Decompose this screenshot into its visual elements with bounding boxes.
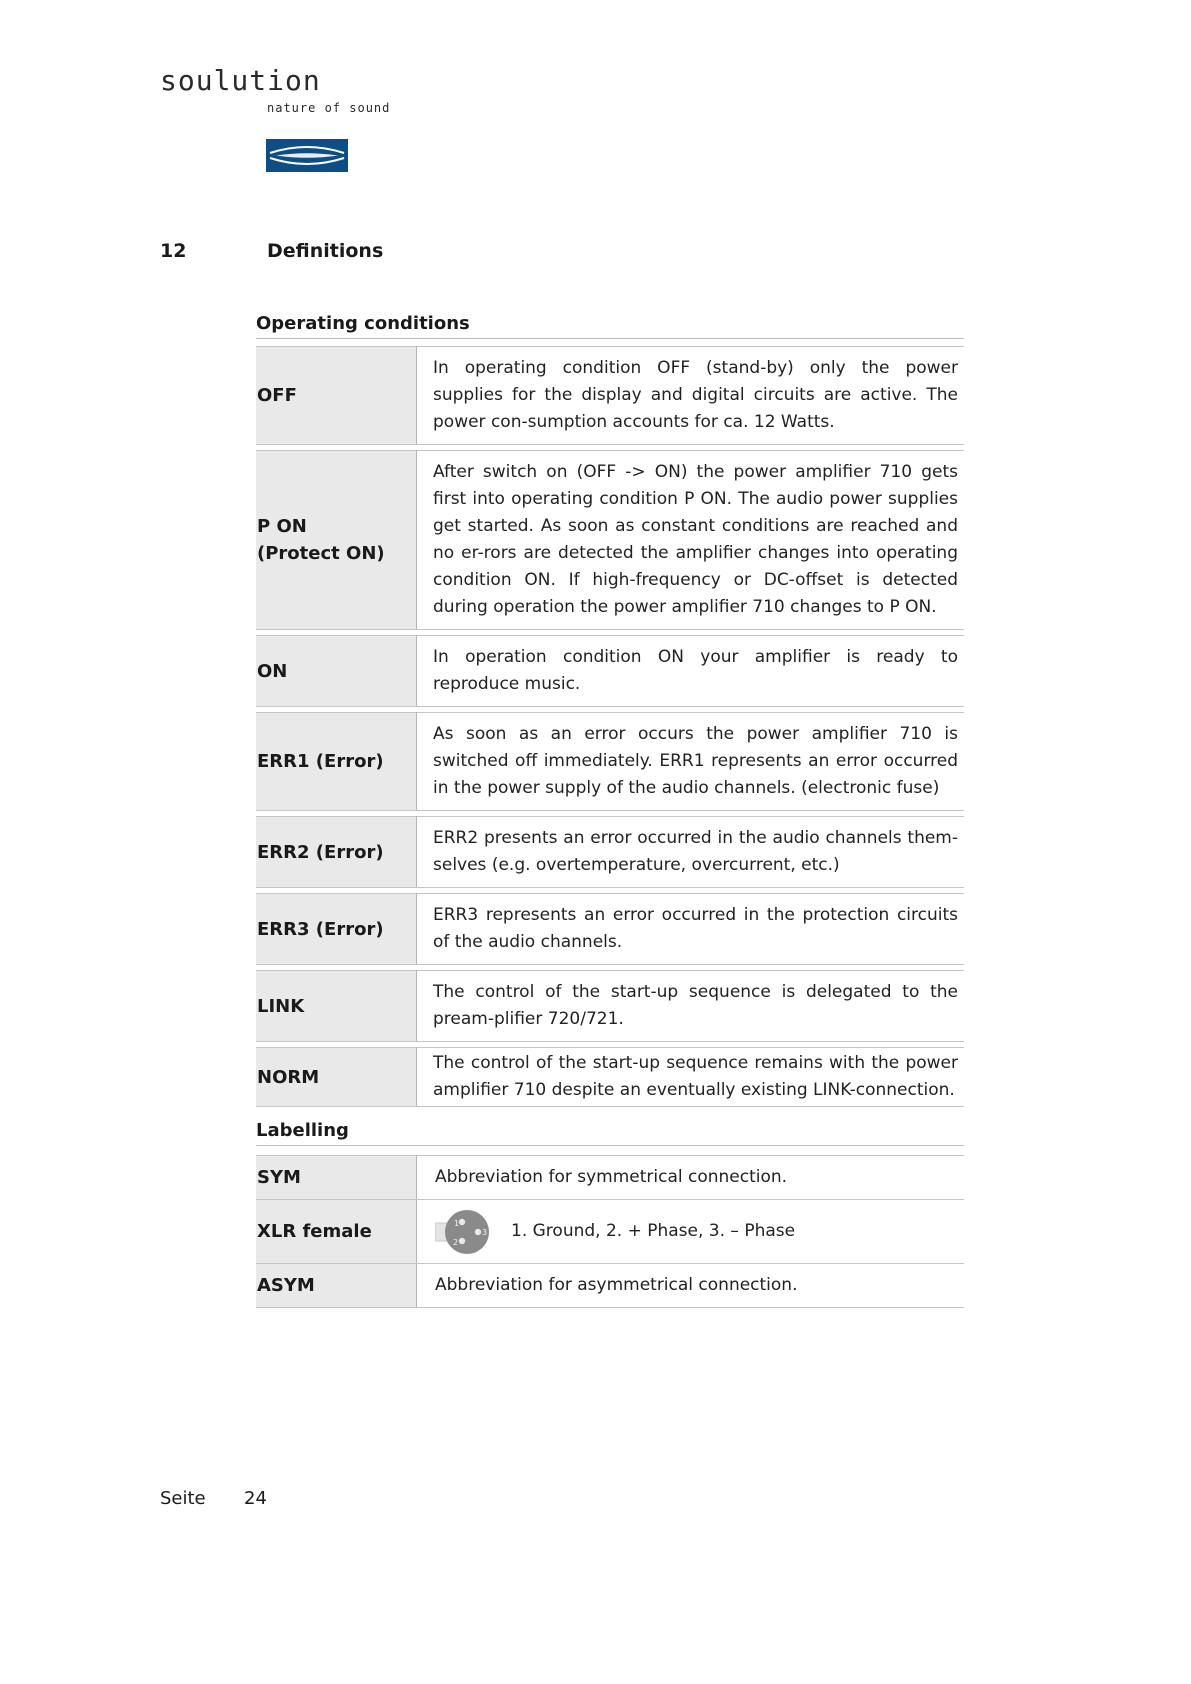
labelling-heading: Labelling [256, 1120, 964, 1146]
section-number: 12 [160, 240, 187, 262]
xlr-pin-label: 3 [482, 1227, 488, 1237]
term-cell: ON [256, 636, 417, 707]
page-number: 24 [244, 1488, 267, 1509]
xlr-connector-icon [435, 1209, 489, 1255]
term-cell: NORM [256, 1048, 417, 1107]
xlr-wrap [435, 1209, 958, 1255]
desc-cell: Abbreviation for symmetrical connection. [417, 1156, 965, 1200]
term-cell: ASYM [256, 1264, 417, 1308]
operating-heading: Operating conditions [256, 313, 964, 339]
section-title: Definitions [267, 240, 384, 262]
table-row [256, 894, 964, 965]
operating-conditions-table [256, 346, 964, 1107]
desc-cell: ERR2 presents an error occurred in the audio channels them-selves (e.g. overtemperature, overcurrent, etc.) [417, 817, 965, 888]
table-row [256, 817, 964, 888]
desc-cell: ERR3 represents an error occurred in the protection circuits of the audio channels. [417, 894, 965, 965]
xlr-pin-desc: 1. Ground, 2. + Phase, 3. – Phase [511, 1221, 796, 1241]
table-row [256, 1048, 964, 1107]
term-cell [256, 451, 417, 630]
table-row [256, 1264, 964, 1308]
desc-cell: In operating condition OFF (stand-by) only the power supplies for the display and digital circuits are active. The power con-sumption accounts for ca. 12 Watts. [417, 347, 965, 445]
desc-cell: As soon as an error occurs the power amplifier 710 is switched off immediately. ERR1 represents an error occurred in the power supply of the audio channels. (electronic fuse) [417, 713, 965, 811]
table-row [256, 1156, 964, 1200]
table-row [256, 713, 964, 811]
wave-logo-icon [266, 139, 348, 172]
desc-cell: The control of the start-up sequence remains with the power amplifier 710 despite an eventually existing LINK-connection. [417, 1048, 965, 1107]
xlr-pin-label: 1 [454, 1218, 460, 1228]
table-row [256, 636, 964, 707]
desc-cell [417, 1200, 965, 1264]
logo-tagline: nature of sound [267, 101, 391, 115]
term-cell: SYM [256, 1156, 417, 1200]
desc-cell: In operation condition ON your amplifier is ready to reproduce music. [417, 636, 965, 707]
table-row [256, 451, 964, 630]
logo-wordmark: soulution [160, 64, 321, 97]
table-row [256, 1200, 964, 1264]
xlr-pin-label: 2 [453, 1237, 459, 1247]
labelling-table [256, 1155, 964, 1308]
term-cell: OFF [256, 347, 417, 445]
term-cell: ERR1 (Error) [256, 713, 417, 811]
footer-label: Seite [160, 1488, 206, 1509]
term-line: (Protect ON) [257, 543, 385, 564]
term-cell: XLR female [256, 1200, 417, 1264]
term-line: P ON [257, 516, 307, 537]
desc-cell: The control of the start-up sequence is delegated to the pream-plifier 720/721. [417, 971, 965, 1042]
desc-cell: Abbreviation for asymmetrical connection. [417, 1264, 965, 1308]
term-cell: ERR3 (Error) [256, 894, 417, 965]
table-row [256, 971, 964, 1042]
term-cell: ERR2 (Error) [256, 817, 417, 888]
desc-cell: After switch on (OFF -> ON) the power amplifier 710 gets first into operating condition P ON. The audio power supplies get started. As soon as constant conditions are reached and no er-rors are detected the amplifier changes into operating condition ON. If high-frequency or DC-offset is detected during operation the power amplifier 710 changes to P ON. [417, 451, 965, 630]
term-cell: LINK [256, 971, 417, 1042]
table-row [256, 347, 964, 445]
